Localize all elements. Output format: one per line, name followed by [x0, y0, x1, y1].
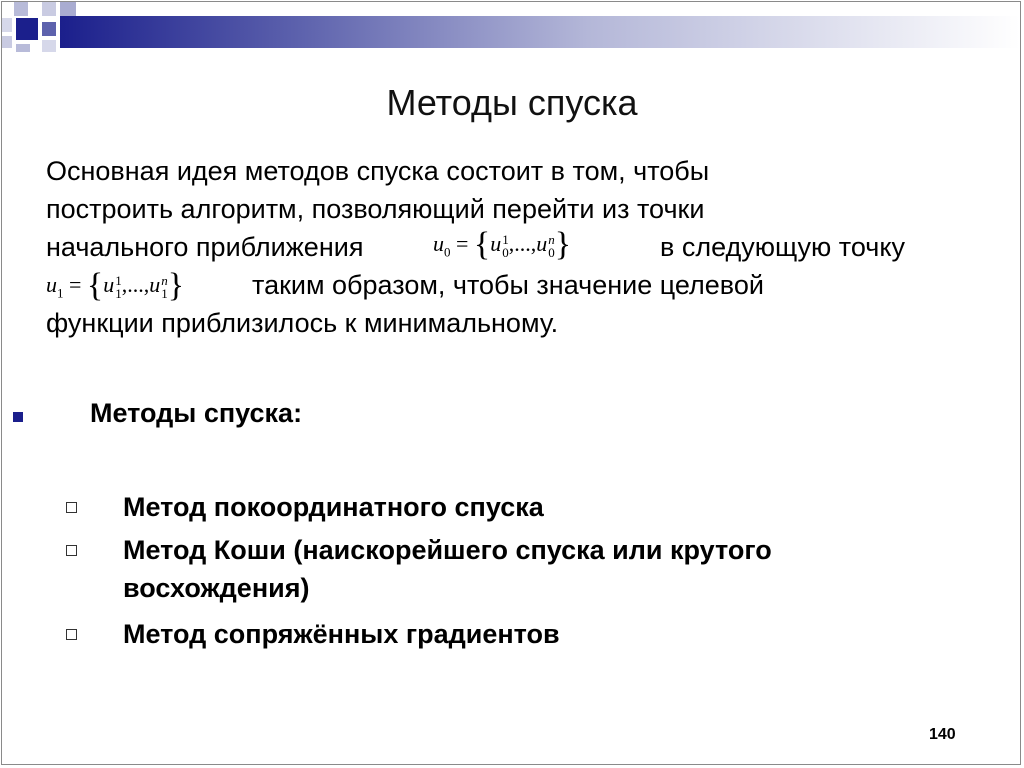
formula-next-point — [46, 267, 184, 305]
formula-brace: } — [167, 267, 185, 304]
hollow-square-bullet-icon — [66, 545, 77, 556]
formula-dots: ,..., — [508, 231, 537, 256]
formula-subscript: 0 — [502, 244, 509, 260]
formula-dots: ,..., — [121, 272, 150, 297]
paragraph-line: функции приблизилось к минимальному. — [46, 308, 559, 338]
decor-square — [2, 36, 12, 48]
decor-square — [42, 2, 56, 16]
page-number: 140 — [929, 726, 956, 743]
formula-subscript: 1 — [161, 285, 168, 301]
decor-square — [16, 18, 38, 40]
methods-subheading: Методы спуска: — [90, 398, 303, 428]
formula-brace: { — [86, 267, 104, 304]
slide-title: Методы спуска — [386, 82, 638, 123]
formula-brace: { — [473, 226, 491, 263]
formula-superscript: n — [548, 231, 555, 247]
formula-subscript: 0 — [444, 244, 451, 260]
decor-square — [42, 22, 56, 36]
formula-subscript: 0 — [548, 244, 555, 260]
formula-subscript: 1 — [57, 285, 64, 301]
header-gradient-bar — [60, 16, 1020, 48]
hollow-square-bullet-icon — [66, 629, 77, 640]
formula-equals: = — [69, 272, 82, 297]
paragraph-line: Основная идея методов спуска состоит в том, чтобы — [46, 156, 710, 186]
formula-symbol: u — [149, 272, 161, 297]
paragraph-line: в следующую точку — [660, 232, 905, 262]
formula-symbol: u — [536, 231, 548, 256]
paragraph-line: построить алгоритм, позволяющий перейти из точки — [46, 194, 705, 224]
formula-symbol: u — [46, 272, 57, 297]
square-bullet-icon — [13, 412, 23, 422]
formula-subscript: 1 — [115, 285, 122, 301]
formula-initial-point — [433, 226, 571, 264]
method-item: Метод сопряжённых градиентов — [123, 619, 560, 649]
method-item-continuation: восхождения) — [123, 573, 310, 603]
formula-equals: = — [456, 231, 469, 256]
decor-square — [16, 44, 30, 52]
formula-symbol: u — [490, 231, 502, 256]
method-item: Метод покоординатного спуска — [123, 492, 544, 522]
decor-square — [42, 40, 56, 52]
decor-square — [2, 18, 12, 32]
decor-square — [14, 2, 28, 16]
paragraph-line: начального приближения — [46, 232, 364, 262]
formula-superscript: 1 — [502, 231, 509, 247]
formula-symbol: u — [103, 272, 115, 297]
formula-superscript: 1 — [115, 272, 122, 288]
paragraph-line: таким образом, чтобы значение целевой — [252, 270, 764, 300]
formula-symbol: u — [433, 231, 444, 256]
formula-superscript: n — [161, 272, 168, 288]
hollow-square-bullet-icon — [66, 502, 77, 513]
formula-brace: } — [554, 226, 572, 263]
decor-square — [60, 2, 76, 16]
method-item: Метод Коши (наискорейшего спуска или крутого — [123, 535, 772, 565]
